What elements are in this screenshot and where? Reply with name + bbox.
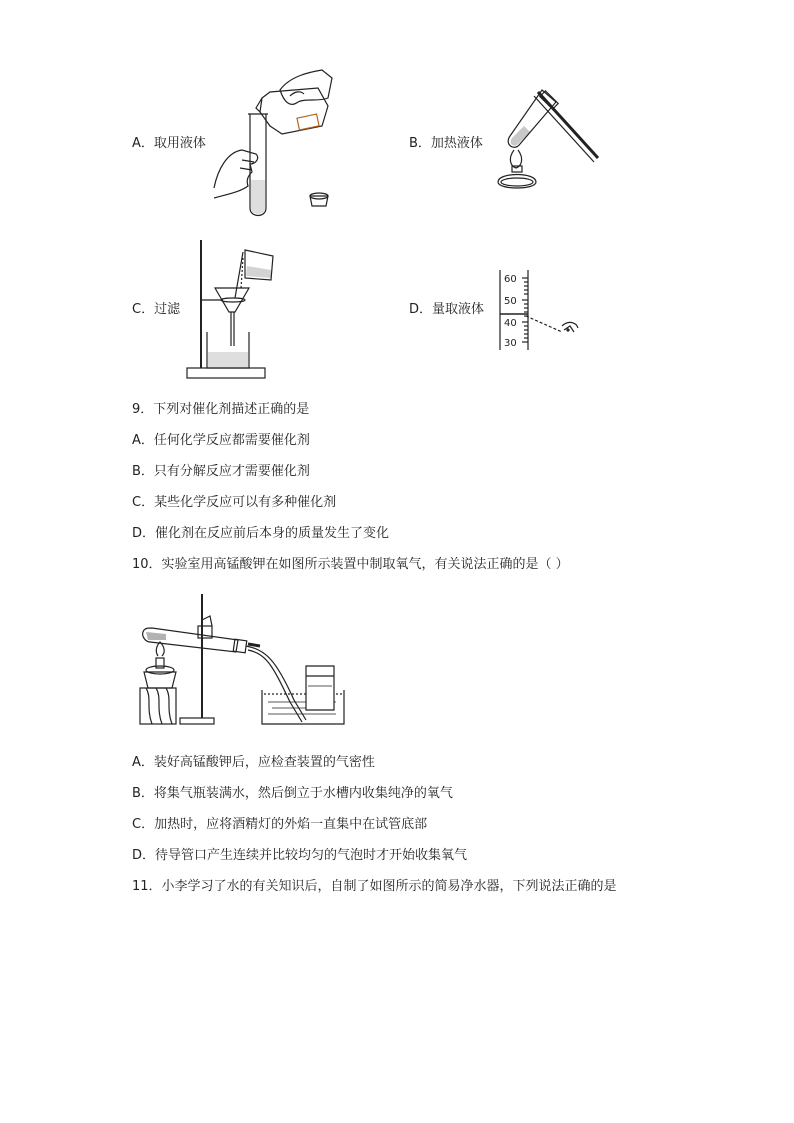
figure-pouring-liquid: [210, 68, 340, 218]
q10-stem: 10．实验室用高锰酸钾在如图所示装置中制取氧气，有关说法正确的是（ ）: [132, 557, 569, 572]
q8-option-c-label: [132, 302, 180, 318]
q8-option-d-letter: D．: [409, 302, 433, 317]
q11-stem: 11．小李学习了水的有关知识后，自制了如图所示的简易净水器，下列说法正确的是: [132, 879, 617, 894]
q9-stem: 9．下列对催化剂描述正确的是: [132, 402, 310, 417]
cylinder-mark-50: 50: [504, 296, 517, 307]
q10-option-a: A．装好高锰酸钾后，应检查装置的气密性: [132, 755, 375, 770]
q8-option-d-label: [409, 302, 484, 318]
q8-option-a-letter: A．: [132, 136, 154, 151]
figure-measuring-cylinder: [496, 268, 590, 354]
q8-option-a-label: [132, 136, 206, 152]
q9-option-d: D．催化剂在反应前后本身的质量发生了变化: [132, 526, 390, 541]
q10-option-c: C．加热时，应将酒精灯的外焰一直集中在试管底部: [132, 817, 428, 832]
q9-option-a: A．任何化学反应都需要催化剂: [132, 433, 310, 448]
cylinder-mark-40: 40: [504, 318, 517, 329]
q9-option-c: C．某些化学反应可以有多种催化剂: [132, 495, 337, 510]
cylinder-mark-60: 60: [504, 274, 517, 285]
q8-option-c-text: 过滤: [154, 302, 181, 317]
q8-option-c-letter: C．: [132, 302, 155, 317]
q10-option-b: B．将集气瓶装满水，然后倒立于水槽内收集纯净的氧气: [132, 786, 453, 801]
cylinder-mark-30: 30: [504, 338, 517, 349]
q9-option-b: B．只有分解反应才需要催化剂: [132, 464, 310, 479]
q10-option-d: D．待导管口产生连续并比较均匀的气泡时才开始收集氧气: [132, 848, 468, 863]
figure-filtration: [185, 236, 285, 382]
q8-option-d-text: 量取液体: [432, 302, 485, 317]
q8-option-b-text: 加热液体: [430, 136, 483, 151]
figure-oxygen-apparatus: [136, 590, 356, 730]
q8-option-a-text: 取用液体: [153, 136, 206, 151]
q8-option-b-label: [409, 136, 483, 152]
q8-option-b-letter: B．: [409, 136, 431, 151]
figure-heating-liquid: [490, 86, 605, 196]
